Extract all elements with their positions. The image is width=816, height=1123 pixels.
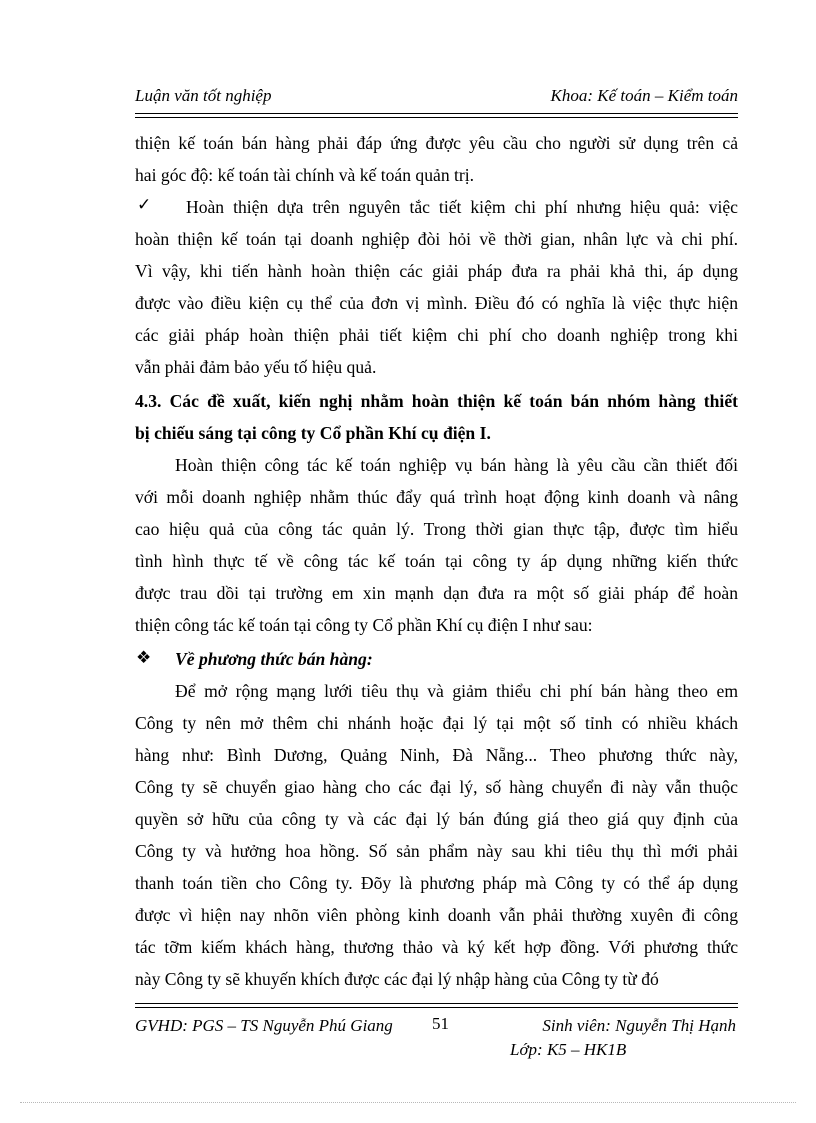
text-line: này Công ty sẽ khuyến khích được các đại lý nhập hàng của Công ty từ đó [135, 969, 659, 989]
diamond-bullet-icon: ❖ [136, 648, 152, 667]
text-line: tình hình thực tế về công tác kế toán tại công ty áp dụng những kiến thức [135, 551, 738, 571]
text-line: Hoàn thiện công tác kế toán nghiệp vụ bán hàng là yêu cầu cần thiết đối [175, 455, 738, 475]
footer-advisor: GVHD: PGS – TS Nguyễn Phú Giang [135, 1016, 393, 1035]
page-bottom-border [20, 1102, 796, 1103]
text-line: các giải pháp hoàn thiện phải tiết kiệm chi phí cho doanh nghiệp trong khi [135, 325, 738, 345]
text-line: hoàn thiện kế toán tại doanh nghiệp đòi hỏi về thời gian, nhân lực và chi phí. [135, 229, 738, 249]
text-line: Vì vậy, khi tiến hành hoàn thiện các giải pháp đưa ra phải khả thi, áp dụng [135, 261, 738, 281]
text-line: được trau dồi tại trường em xin mạnh dạn đưa ra một số giải pháp để hoàn [135, 583, 738, 603]
text-line: Để mở rộng mạng lưới tiêu thụ và giảm thiểu chi phí bán hàng theo em [175, 681, 738, 701]
text-line: thiện công tác kế toán tại công ty Cổ phần Khí cụ điện I như sau: [135, 615, 593, 635]
text-line: cao hiệu quả của công tác quản lý. Trong thời gian thực tập, được tìm hiểu [135, 519, 738, 539]
subsection-heading: Về phương thức bán hàng: [175, 649, 373, 669]
section-heading: bị chiếu sáng tại công ty Cổ phần Khí cụ điện I. [135, 423, 491, 443]
text-line: được vào điều kiện cụ thể của đơn vị mình. Điều đó có nghĩa là việc thực hiện [135, 293, 738, 313]
text-line: tác tỡm kiếm khách hàng, thương thảo và ký kết hợp đồng. Với phương thức [135, 937, 738, 957]
text-line: được vì hiện nay nhõn viên phòng kinh doanh vẫn phải thường xuyên đi công [135, 905, 738, 925]
header-rule [135, 113, 738, 118]
footer-rule [135, 1003, 738, 1008]
header-faculty: Khoa: Kế toán – Kiểm toán [550, 86, 738, 105]
page-number: 51 [432, 1014, 449, 1033]
footer-class: Lớp: K5 – HK1B [510, 1040, 627, 1059]
section-heading: 4.3. Các đề xuất, kiến nghị nhằm hoàn thiện kế toán bán nhóm hàng thiết [135, 391, 738, 411]
text-line: thanh toán tiền cho Công ty. Đõy là phương pháp mà Công ty có thể áp dụng [135, 873, 738, 893]
text-line: hàng như: Bình Dương, Quảng Ninh, Đà Nẵng... Theo phương thức này, [135, 745, 738, 765]
page-header [135, 86, 738, 110]
text-line: Hoàn thiện dựa trên nguyên tắc tiết kiệm chi phí nhưng hiệu quả: việc [186, 197, 738, 217]
text-line: với mỗi doanh nghiệp nhằm thúc đẩy quá trình hoạt động kinh doanh và nâng [135, 487, 738, 507]
checkmark-icon: ✓ [137, 195, 152, 214]
text-line: Công ty nên mở thêm chi nhánh hoặc đại lý tại một số tỉnh có nhiều khách [135, 713, 738, 733]
text-line: vẫn phải đảm bảo yếu tố hiệu quả. [135, 357, 377, 377]
text-line: quyền sở hữu của công ty và các đại lý bán đúng giá theo giá quy định của [135, 809, 738, 829]
text-line: thiện kế toán bán hàng phải đáp ứng được yêu cầu cho người sử dụng trên cả [135, 133, 738, 153]
header-thesis-title: Luận văn tốt nghiệp [135, 86, 272, 105]
footer-student: Sinh viên: Nguyễn Thị Hạnh [542, 1016, 736, 1035]
text-line: hai góc độ: kế toán tài chính và kế toán quản trị. [135, 165, 475, 185]
text-line: Công ty và hưởng hoa hồng. Số sản phẩm này sau khi tiêu thụ thì mới phải [135, 841, 738, 861]
text-line: Công ty sẽ chuyển giao hàng cho các đại lý, số hàng chuyển đi này vẫn thuộc [135, 777, 738, 797]
